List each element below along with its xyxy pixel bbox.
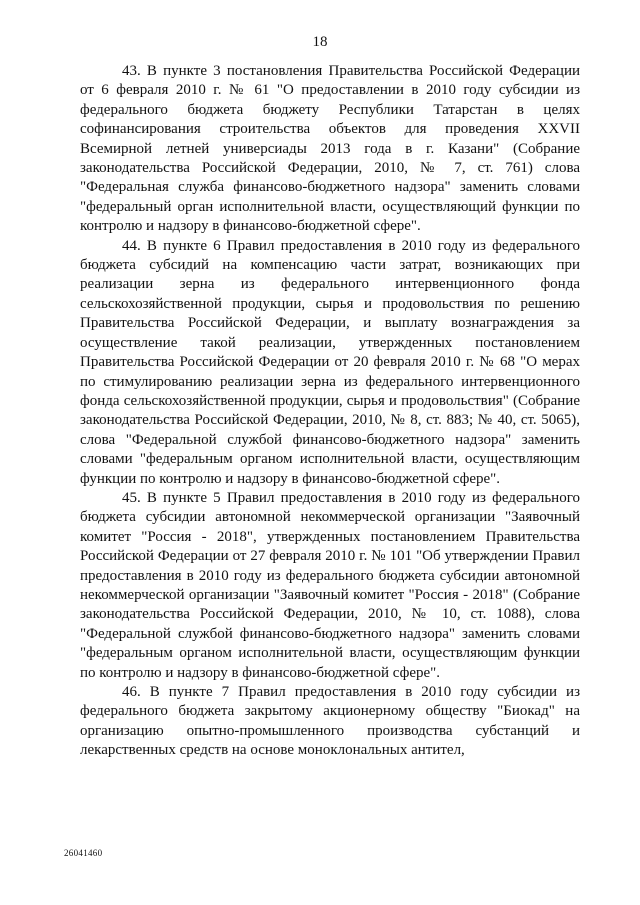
paragraph-43: 43. В пункте 3 постановления Правительства Российской Федерации от 6 февраля 2010 г. № 61 "О предоставлении в 2010 году субсидии из федерального бюджета бюджету Республики Татарстан в целях софинансирования строительства объектов для проведения XXVII Всемирной летней универсиады 2013 года в г. Казани" (Собрание законодательства Российской Федерации, 2010, № 7, ст. 761) слова "Федеральная служба финансово-бюджетного надзора" заменить словами "федеральный орган исполнительной власти, осуществляющий функции по контролю и надзору в финансово-бюджетной сфере". [80,63,580,235]
paragraph-45: 45. В пункте 5 Правил предоставления в 2010 году из федерального бюджета субсидии автономной некоммерческой организации "Заявочный комитет "Россия - 2018", утвержденных постановлением Правительства Российской Федерации от 27 февраля 2010 г. № 101 "Об утверждении Правил предоставления в 2010 году из федерального бюджета субсидии автономной некоммерческой организации "Заявочный комитет "Россия - 2018" (Собрание законодательства Российской Федерации, 2010, № 10, ст. 1088), слова "Федеральной службой финансово-бюджетного надзора" заменить словами "федеральным органом исполнительной власти, осуществляющим функции по контролю и надзору в финансово-бюджетной сфере". [80,489,580,681]
document-body [80,62,580,761]
paragraph-44: 44. В пункте 6 Правил предоставления в 2010 году из федерального бюджета субсидий на компенсацию части затрат, возникающих при реализации зерна из федерального интервенционного фонда сельскохозяйственной продукции, сырья и продовольствия по решению Правительства Российской Федерации, и выплату вознаграждения за осуществление такой реализации, утвержденных постановлением Правительства Российской Федерации от 20 февраля 2010 г. № 68 "О мерах по стимулированию реализации зерна из федерального интервенционного фонда сельскохозяйственной продукции, сырья и продовольствия" (Собрание законодательства Российской Федерации, 2010, № 8, ст. 883; № 40, ст. 5065), слова "Федеральной службой финансово-бюджетного надзора" заменить словами "федеральным органом исполнительной власти, осуществляющим функции по контролю и надзору в финансово-бюджетной сфере". [80,237,580,487]
paragraph-46: 46. В пункте 7 Правил предоставления в 2010 году субсидии из федерального бюджета закрытому акционерному обществу "Биокад" на организацию опытно-промышленного производства субстанций и лекарственных средств на основе моноклональных антител, [80,684,580,759]
document-code: 26041460 [64,848,103,858]
page-number: 18 [312,34,328,50]
